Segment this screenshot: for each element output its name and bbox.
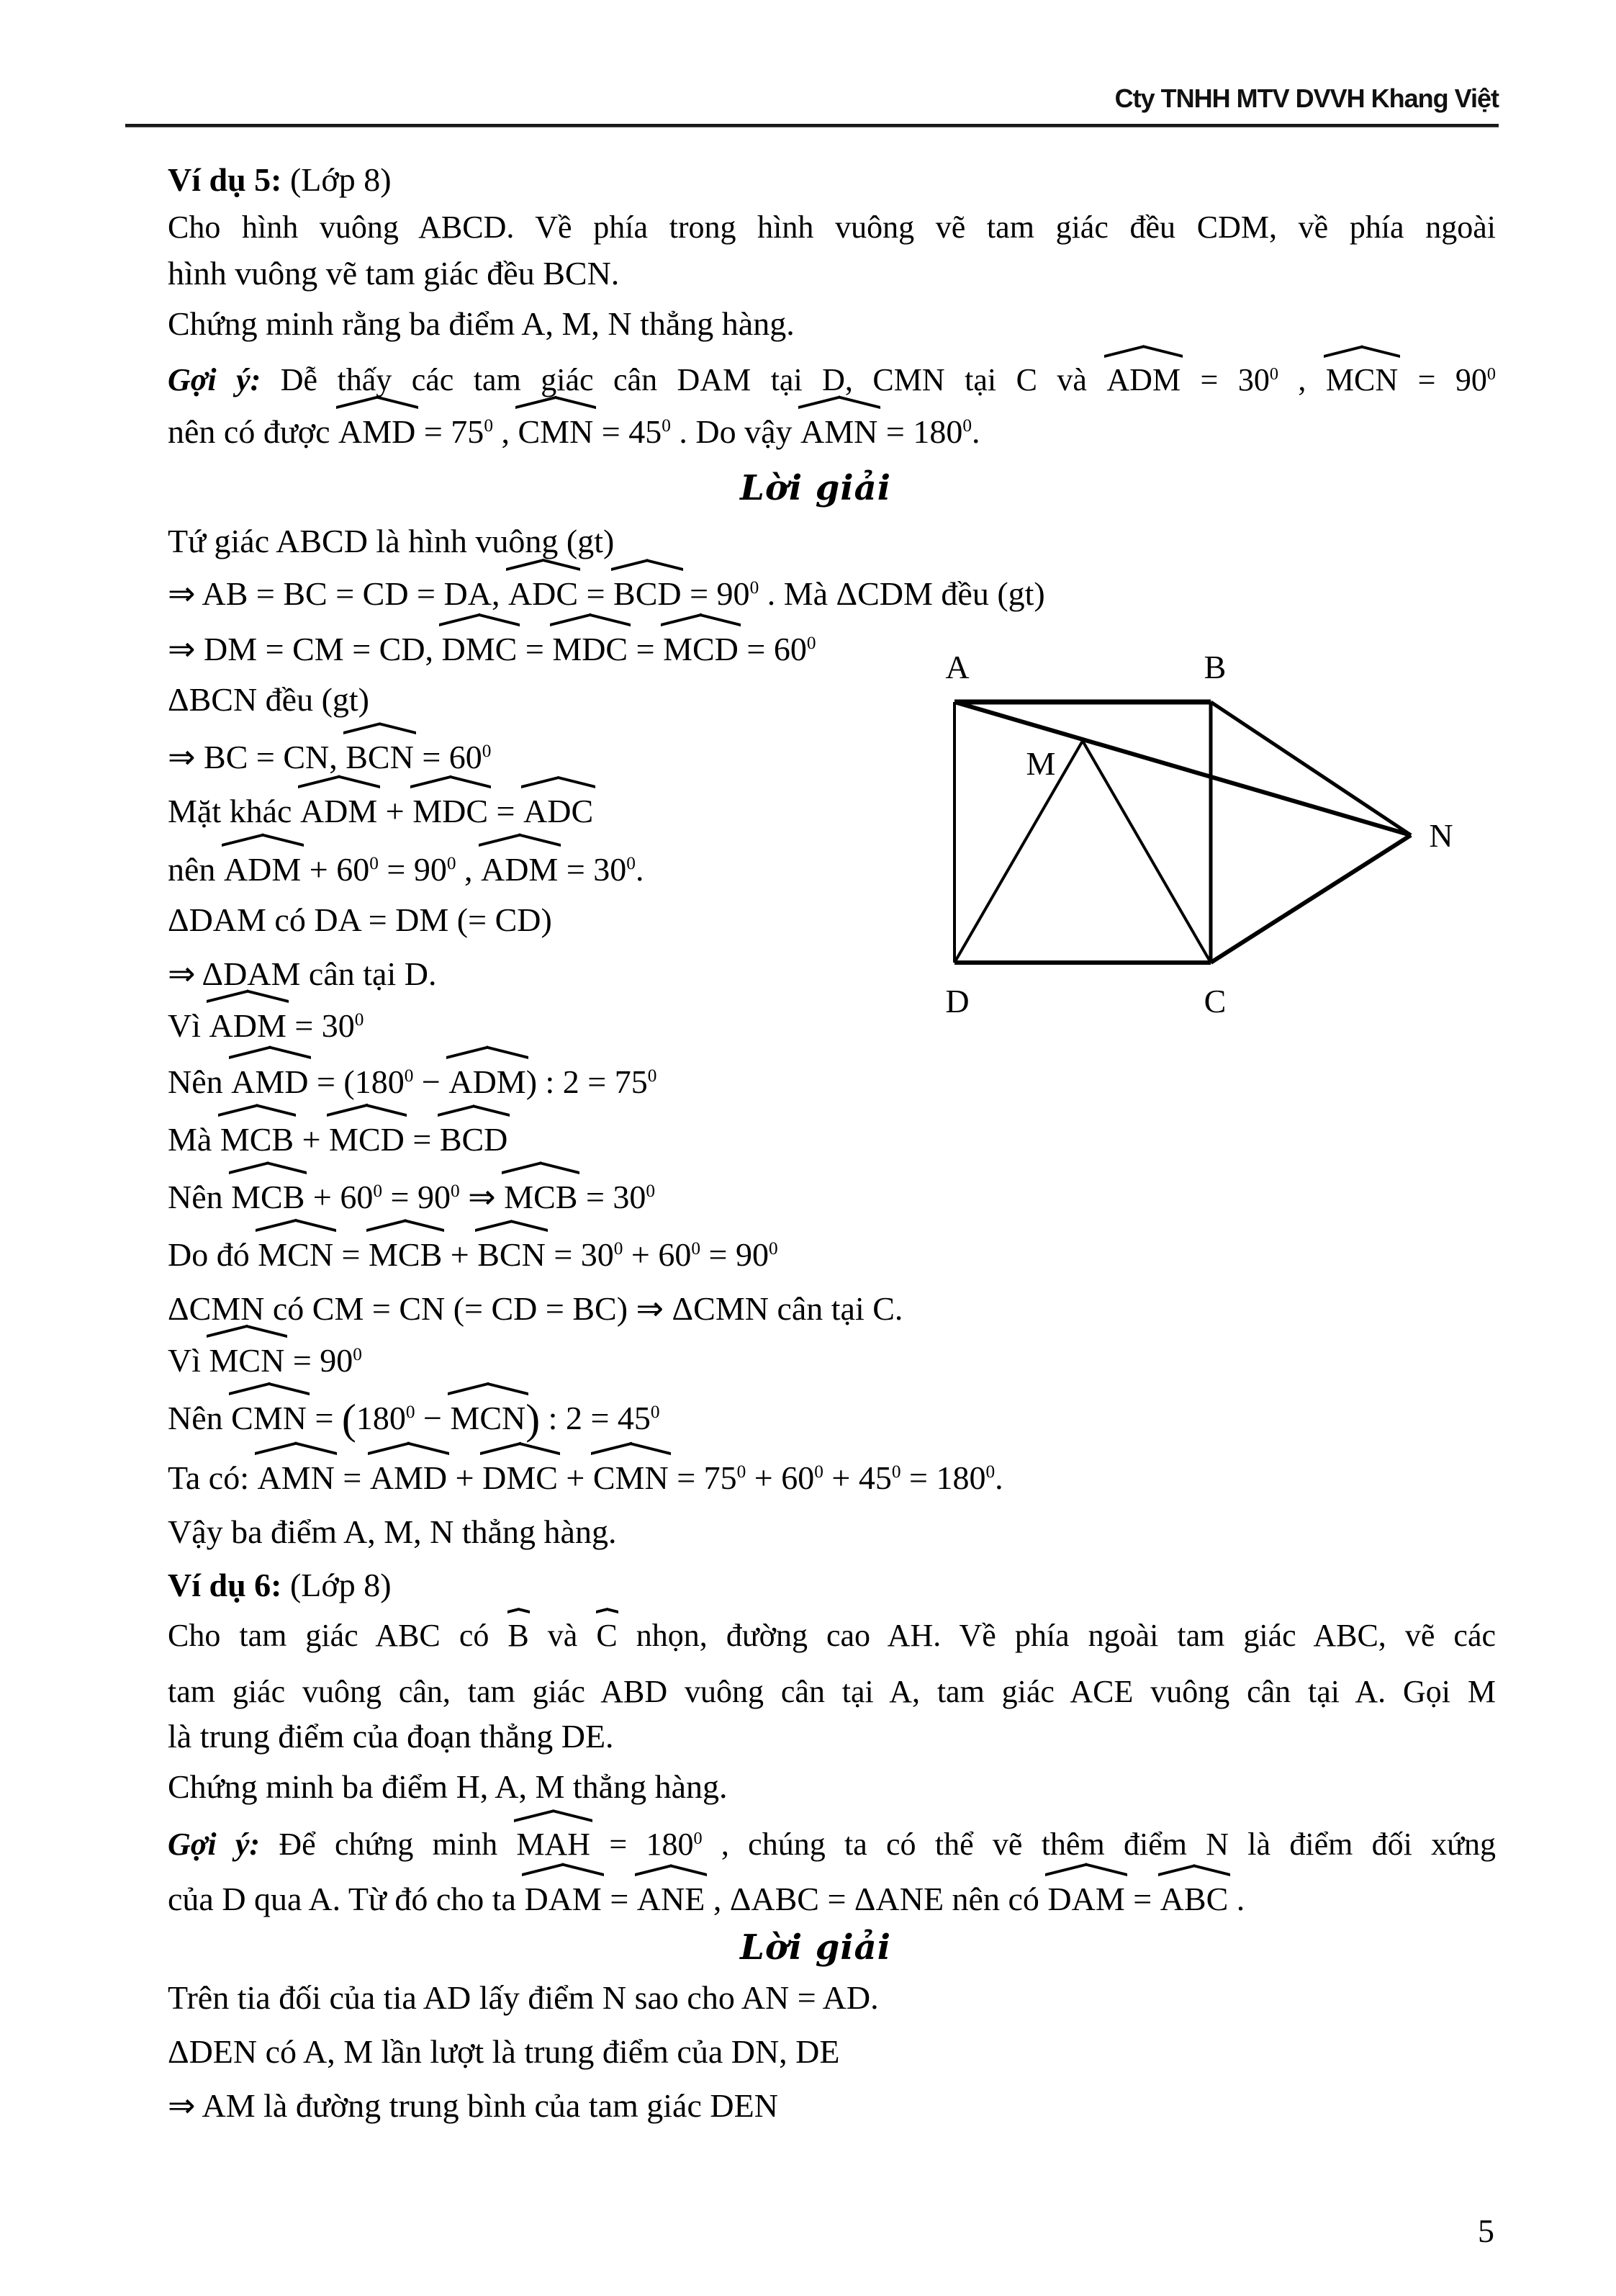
text-segment: + 60 bbox=[301, 851, 370, 888]
text-segment: = 90 bbox=[284, 1342, 353, 1379]
page-number: 5 bbox=[1478, 2212, 1494, 2249]
text-segment: = 30 bbox=[558, 851, 627, 888]
angle-hat-notation: AMD bbox=[231, 1063, 309, 1100]
text-segment: = 75 bbox=[668, 1459, 737, 1496]
text-segment: của D qua A. Từ đó cho ta bbox=[168, 1881, 525, 1917]
text-segment: + bbox=[557, 1459, 593, 1496]
text-segment: ) : 2 = 75 bbox=[525, 1063, 648, 1100]
text-segment: = 45 bbox=[593, 413, 662, 450]
text-line-19 bbox=[168, 1120, 507, 1160]
text-segment: , ΔABC = ΔANE nên có bbox=[705, 1881, 1048, 1917]
text-segment: Nên bbox=[168, 1179, 232, 1215]
angle-hat-notation: ADC bbox=[523, 793, 594, 829]
text-segment: − bbox=[413, 1063, 449, 1100]
text-segment: = 90 bbox=[681, 575, 750, 612]
text-segment: = bbox=[306, 1400, 342, 1436]
text-line-32: Gợi ý: Để chứng minh MAH = 1800 , chúng ta có thể vẽ thêm điểm N là điểm đối xứng bbox=[168, 1827, 1496, 1862]
text-line-36 bbox=[168, 2032, 840, 2072]
angle-hat-notation: ADM bbox=[299, 793, 378, 829]
text-segment: + bbox=[447, 1459, 483, 1496]
text-line-4 bbox=[168, 304, 795, 344]
text-segment: ΔCMN có CM = CN (= CD = BC) ⇒ ΔCMN cân tại C. bbox=[168, 1290, 903, 1327]
text-segment: Mặt khác bbox=[168, 793, 300, 829]
text-line-3 bbox=[168, 253, 619, 294]
text-segment: Mà bbox=[168, 1121, 220, 1158]
text-segment: Vì bbox=[168, 1007, 209, 1044]
text-segment: = 90 bbox=[382, 1179, 451, 1215]
text-line-21: Do đó MCN = MCB + BCN = 300 + 600 = 900 bbox=[168, 1236, 778, 1273]
figure-segment-MC bbox=[1083, 741, 1211, 963]
figure-segment-DM bbox=[954, 741, 1083, 963]
angle-hat-notation: DMC bbox=[441, 631, 518, 667]
text-segment: = 30 bbox=[545, 1236, 614, 1273]
text-segment: = bbox=[1124, 1881, 1160, 1917]
text-segment: = bbox=[628, 631, 664, 667]
text-line-22 bbox=[168, 1289, 903, 1329]
text-segment: : 2 = 45 bbox=[540, 1400, 651, 1436]
text-segment: Chứng minh ba điểm H, A, M thẳng hàng. bbox=[168, 1768, 728, 1805]
text-line-31 bbox=[168, 1767, 728, 1807]
angle-hat-notation: AMD bbox=[369, 1459, 448, 1496]
text-segment: nhọn, đường cao AH. Về phía ngoài tam giác ABC, vẽ các bbox=[617, 1618, 1496, 1653]
text-segment: ⇒ bbox=[459, 1179, 505, 1215]
text-segment: = bbox=[488, 793, 523, 829]
bold-text: Ví dụ 5: bbox=[168, 161, 290, 198]
figure-label-D: D bbox=[945, 983, 970, 1019]
solution-heading-text: Lời giải bbox=[740, 468, 891, 508]
angle-hat-notation: AMD bbox=[338, 413, 416, 450]
text-segment: . bbox=[971, 413, 980, 450]
text-segment: nên bbox=[168, 851, 224, 888]
text-segment: = bbox=[334, 1459, 370, 1496]
text-segment: ⇒ ΔDAM cân tại D. bbox=[168, 955, 437, 992]
text-segment: + bbox=[294, 1121, 330, 1158]
text-segment: Cho hình vuông ABCD. Về phía trong hình vuông vẽ tam giác đều CDM, về phía ngoài bbox=[168, 210, 1496, 245]
figure-segment-AN bbox=[954, 702, 1411, 835]
text-line-30 bbox=[168, 1716, 614, 1757]
text-segment: = 90 bbox=[700, 1236, 769, 1273]
text-line-15 bbox=[168, 900, 552, 940]
text-segment: = bbox=[578, 575, 614, 612]
text-segment: (Lớp 8) bbox=[289, 161, 392, 198]
angle-hat-notation: MDC bbox=[552, 631, 628, 667]
angle-hat-notation: MCD bbox=[663, 631, 739, 667]
angle-hat-notation: DAM bbox=[1047, 1881, 1125, 1917]
text-segment: = 30 bbox=[286, 1007, 355, 1044]
text-segment: ΔBCN đều (gt) bbox=[168, 681, 369, 718]
text-segment: . bbox=[1228, 1881, 1245, 1917]
angle-hat-notation: BCN bbox=[477, 1236, 546, 1273]
angle-hat-notation: BCD bbox=[439, 1121, 508, 1158]
text-segment: + bbox=[442, 1236, 478, 1273]
bold-text: Ví dụ 6: bbox=[168, 1567, 290, 1603]
text-segment: và bbox=[528, 1618, 597, 1653]
text-segment: Trên tia đối của tia AD lấy điểm N sao cho AN = AD. bbox=[168, 1979, 879, 2016]
angle-hat-notation: ANE bbox=[636, 1881, 705, 1917]
angle-hat-notation: C bbox=[596, 1618, 618, 1653]
text-segment: ⇒ BC = CN, bbox=[168, 739, 346, 775]
text-line-12: ⇒ BC = CN, BCN = 600 bbox=[168, 739, 492, 775]
geometry-figure bbox=[900, 634, 1512, 1037]
text-segment: + 45 bbox=[823, 1459, 892, 1496]
text-segment: = 180 bbox=[590, 1827, 694, 1862]
text-segment: ⇒ AM là đường trung bình của tam giác DEN bbox=[168, 2087, 778, 2124]
figure-segment-CN bbox=[1211, 835, 1411, 963]
text-segment: = 180 bbox=[900, 1459, 986, 1496]
figure-label-A: A bbox=[945, 649, 970, 685]
angle-hat-notation: MDC bbox=[412, 793, 489, 829]
text-segment: tam giác vuông cân, tam giác ABD vuông cân tại A, tam giác ACE vuông cân tại A. Gọi M bbox=[168, 1674, 1496, 1709]
text-line-20: Nên MCB + 600 = 900 ⇒ MCB = 300 bbox=[168, 1179, 656, 1215]
text-line-33 bbox=[168, 1879, 1245, 1919]
text-segment: = 90 bbox=[1398, 362, 1487, 397]
text-segment: − bbox=[415, 1400, 451, 1436]
text-segment: = bbox=[333, 1236, 369, 1273]
figure-label-C: C bbox=[1204, 983, 1227, 1019]
angle-hat-notation: MCN bbox=[258, 1236, 334, 1273]
text-line-6: nên có được AMD = 750 , CMN = 450 . Do vậy AMN = 1800. bbox=[168, 413, 980, 450]
text-segment: Cho tam giác ABC có bbox=[168, 1618, 508, 1653]
text-line-14: nên ADM + 600 = 900 , ADM = 300. bbox=[168, 851, 644, 888]
figure-label-M: M bbox=[1026, 745, 1056, 782]
text-segment: , bbox=[1278, 362, 1326, 397]
text-line-37 bbox=[168, 2086, 778, 2126]
solution-heading-text: Lời giải bbox=[740, 1927, 891, 1968]
angle-hat-notation: DMC bbox=[482, 1459, 558, 1496]
text-segment: + 60 bbox=[304, 1179, 374, 1215]
text-segment: , bbox=[456, 851, 481, 888]
text-segment: 180 bbox=[356, 1400, 406, 1436]
text-segment: + bbox=[377, 793, 413, 829]
angle-hat-notation: AMN bbox=[800, 413, 878, 450]
angle-hat-notation: B bbox=[507, 1618, 529, 1653]
text-segment: Vì bbox=[168, 1342, 209, 1379]
text-line-26 bbox=[168, 1512, 616, 1552]
text-segment: . bbox=[995, 1459, 1003, 1496]
text-segment: = bbox=[517, 631, 553, 667]
big-paren: ( bbox=[341, 1395, 356, 1443]
angle-hat-notation: ADM bbox=[223, 851, 302, 888]
text-segment: hình vuông vẽ tam giác đều BCN. bbox=[168, 255, 620, 292]
text-segment: + 60 bbox=[623, 1236, 692, 1273]
text-segment: Ta có: bbox=[168, 1459, 258, 1496]
angle-hat-notation: ADM bbox=[1106, 362, 1181, 397]
text-segment: = 30 bbox=[577, 1179, 646, 1215]
angle-hat-notation: MCB bbox=[231, 1179, 305, 1215]
text-segment: là trung điểm của đoạn thẳng DE. bbox=[168, 1718, 614, 1755]
text-segment: . bbox=[635, 851, 644, 888]
page-header bbox=[125, 84, 1499, 114]
angle-hat-notation: ABC bbox=[1160, 1881, 1229, 1917]
text-line-9: ⇒ AB = BC = CD = DA, ADC = BCD = 900 . Mà ΔCDM đều (gt) bbox=[168, 575, 1045, 612]
text-segment: ΔDAM có DA = DM (= CD) bbox=[168, 901, 552, 938]
angle-hat-notation: ADM bbox=[209, 1007, 286, 1044]
angle-hat-notation: BCN bbox=[346, 739, 414, 775]
text-segment: . Mà ΔCDM đều (gt) bbox=[759, 575, 1045, 612]
angle-hat-notation: CMN bbox=[518, 413, 594, 450]
bold-italic-text: Gợi ý: bbox=[168, 1827, 279, 1862]
angle-hat-notation: ADM bbox=[448, 1063, 526, 1100]
header-company-name: Cty TNHH MTV DVVH Khang Việt bbox=[1114, 84, 1499, 113]
text-segment: Dễ thấy các tam giác cân DAM tại D, CMN tại C và bbox=[280, 362, 1107, 397]
text-segment: = bbox=[404, 1121, 440, 1158]
text-line-16 bbox=[168, 954, 436, 994]
text-segment: . Do vậy bbox=[670, 413, 801, 450]
bold-italic-text: Gợi ý: bbox=[168, 362, 281, 397]
angle-hat-notation: CMN bbox=[592, 1459, 669, 1496]
text-segment: , chúng ta có thể vẽ thêm điểm N là điểm đối xứng bbox=[702, 1827, 1496, 1862]
text-segment: Nên bbox=[168, 1400, 232, 1436]
figure-label-N: N bbox=[1429, 817, 1453, 854]
text-segment: Vậy ba điểm A, M, N thẳng hàng. bbox=[168, 1513, 617, 1550]
text-segment: = 60 bbox=[413, 739, 482, 775]
text-segment: (Lớp 8) bbox=[289, 1567, 392, 1603]
text-segment: ⇒ AB = BC = CD = DA, bbox=[168, 575, 508, 612]
text-line-27 bbox=[168, 1565, 392, 1606]
text-segment: = (180 bbox=[308, 1063, 405, 1100]
text-segment: + 60 bbox=[746, 1459, 815, 1496]
text-segment: ΔDEN có A, M lần lượt là trung điểm của DN, DE bbox=[168, 2033, 840, 2070]
angle-hat-notation: ADM bbox=[480, 851, 559, 888]
text-line-25: Ta có: AMN = AMD + DMC + CMN = 750 + 600 + 450 = 1800. bbox=[168, 1459, 1003, 1496]
text-line-17: Vì ADM = 300 bbox=[168, 1007, 364, 1044]
big-paren: ) bbox=[525, 1395, 541, 1443]
text-segment: Nên bbox=[168, 1063, 232, 1100]
text-segment: Do đó bbox=[168, 1236, 258, 1273]
header-rule bbox=[125, 124, 1499, 127]
text-line-13 bbox=[168, 791, 593, 832]
angle-hat-notation: MCN bbox=[209, 1342, 285, 1379]
text-segment: Để chứng minh bbox=[279, 1827, 517, 1862]
text-line-5: Gợi ý: Dễ thấy các tam giác cân DAM tại D, CMN tại C và ADM = 300 , MCN = 900 bbox=[168, 362, 1496, 397]
angle-hat-notation: MCN bbox=[1325, 362, 1399, 397]
angle-hat-notation: MCD bbox=[329, 1121, 405, 1158]
text-segment: = 75 bbox=[415, 413, 484, 450]
angle-hat-notation: MCN bbox=[450, 1400, 526, 1436]
text-segment: Tứ giác ABCD là hình vuông (gt) bbox=[168, 523, 615, 559]
text-line-35 bbox=[168, 1978, 879, 2018]
angle-hat-notation: MCB bbox=[220, 1121, 294, 1158]
angle-hat-notation: BCD bbox=[613, 575, 682, 612]
text-segment: , bbox=[492, 413, 518, 450]
angle-hat-notation: CMN bbox=[231, 1400, 307, 1436]
text-segment: = 60 bbox=[738, 631, 807, 667]
text-line-10: ⇒ DM = CM = CD, DMC = MDC = MCD = 600 bbox=[168, 631, 816, 667]
angle-hat-notation: MAH bbox=[516, 1827, 591, 1862]
angle-hat-notation: MCB bbox=[369, 1236, 443, 1273]
angle-hat-notation: MCB bbox=[504, 1179, 578, 1215]
text-line-11 bbox=[168, 680, 369, 720]
text-segment: ⇒ DM = CM = CD, bbox=[168, 631, 442, 667]
text-segment: = 30 bbox=[1181, 362, 1270, 397]
text-line-7 bbox=[168, 468, 1463, 509]
text-line-2 bbox=[168, 207, 1496, 248]
text-line-8 bbox=[168, 521, 614, 562]
text-line-29 bbox=[168, 1672, 1496, 1712]
angle-hat-notation: DAM bbox=[524, 1881, 602, 1917]
text-line-24: Nên CMN = (1800 − MCN) : 2 = 450 bbox=[168, 1395, 660, 1443]
text-segment: nên có được bbox=[168, 413, 339, 450]
angle-hat-notation: AMN bbox=[257, 1459, 335, 1496]
text-line-23: Vì MCN = 900 bbox=[168, 1342, 362, 1379]
text-segment: = 90 bbox=[378, 851, 447, 888]
figure-label-B: B bbox=[1204, 649, 1227, 685]
text-line-18: Nên AMD = (1800 − ADM) : 2 = 750 bbox=[168, 1063, 657, 1100]
text-segment: = bbox=[601, 1881, 637, 1917]
text-line-1 bbox=[168, 160, 392, 200]
text-segment: = 180 bbox=[877, 413, 963, 450]
text-segment: Chứng minh rằng ba điểm A, M, N thẳng hàng. bbox=[168, 305, 795, 342]
text-line-28 bbox=[168, 1616, 1496, 1656]
text-line-34 bbox=[168, 1927, 1463, 1968]
figure-segment-BN bbox=[1211, 702, 1411, 835]
angle-hat-notation: ADC bbox=[507, 575, 579, 612]
